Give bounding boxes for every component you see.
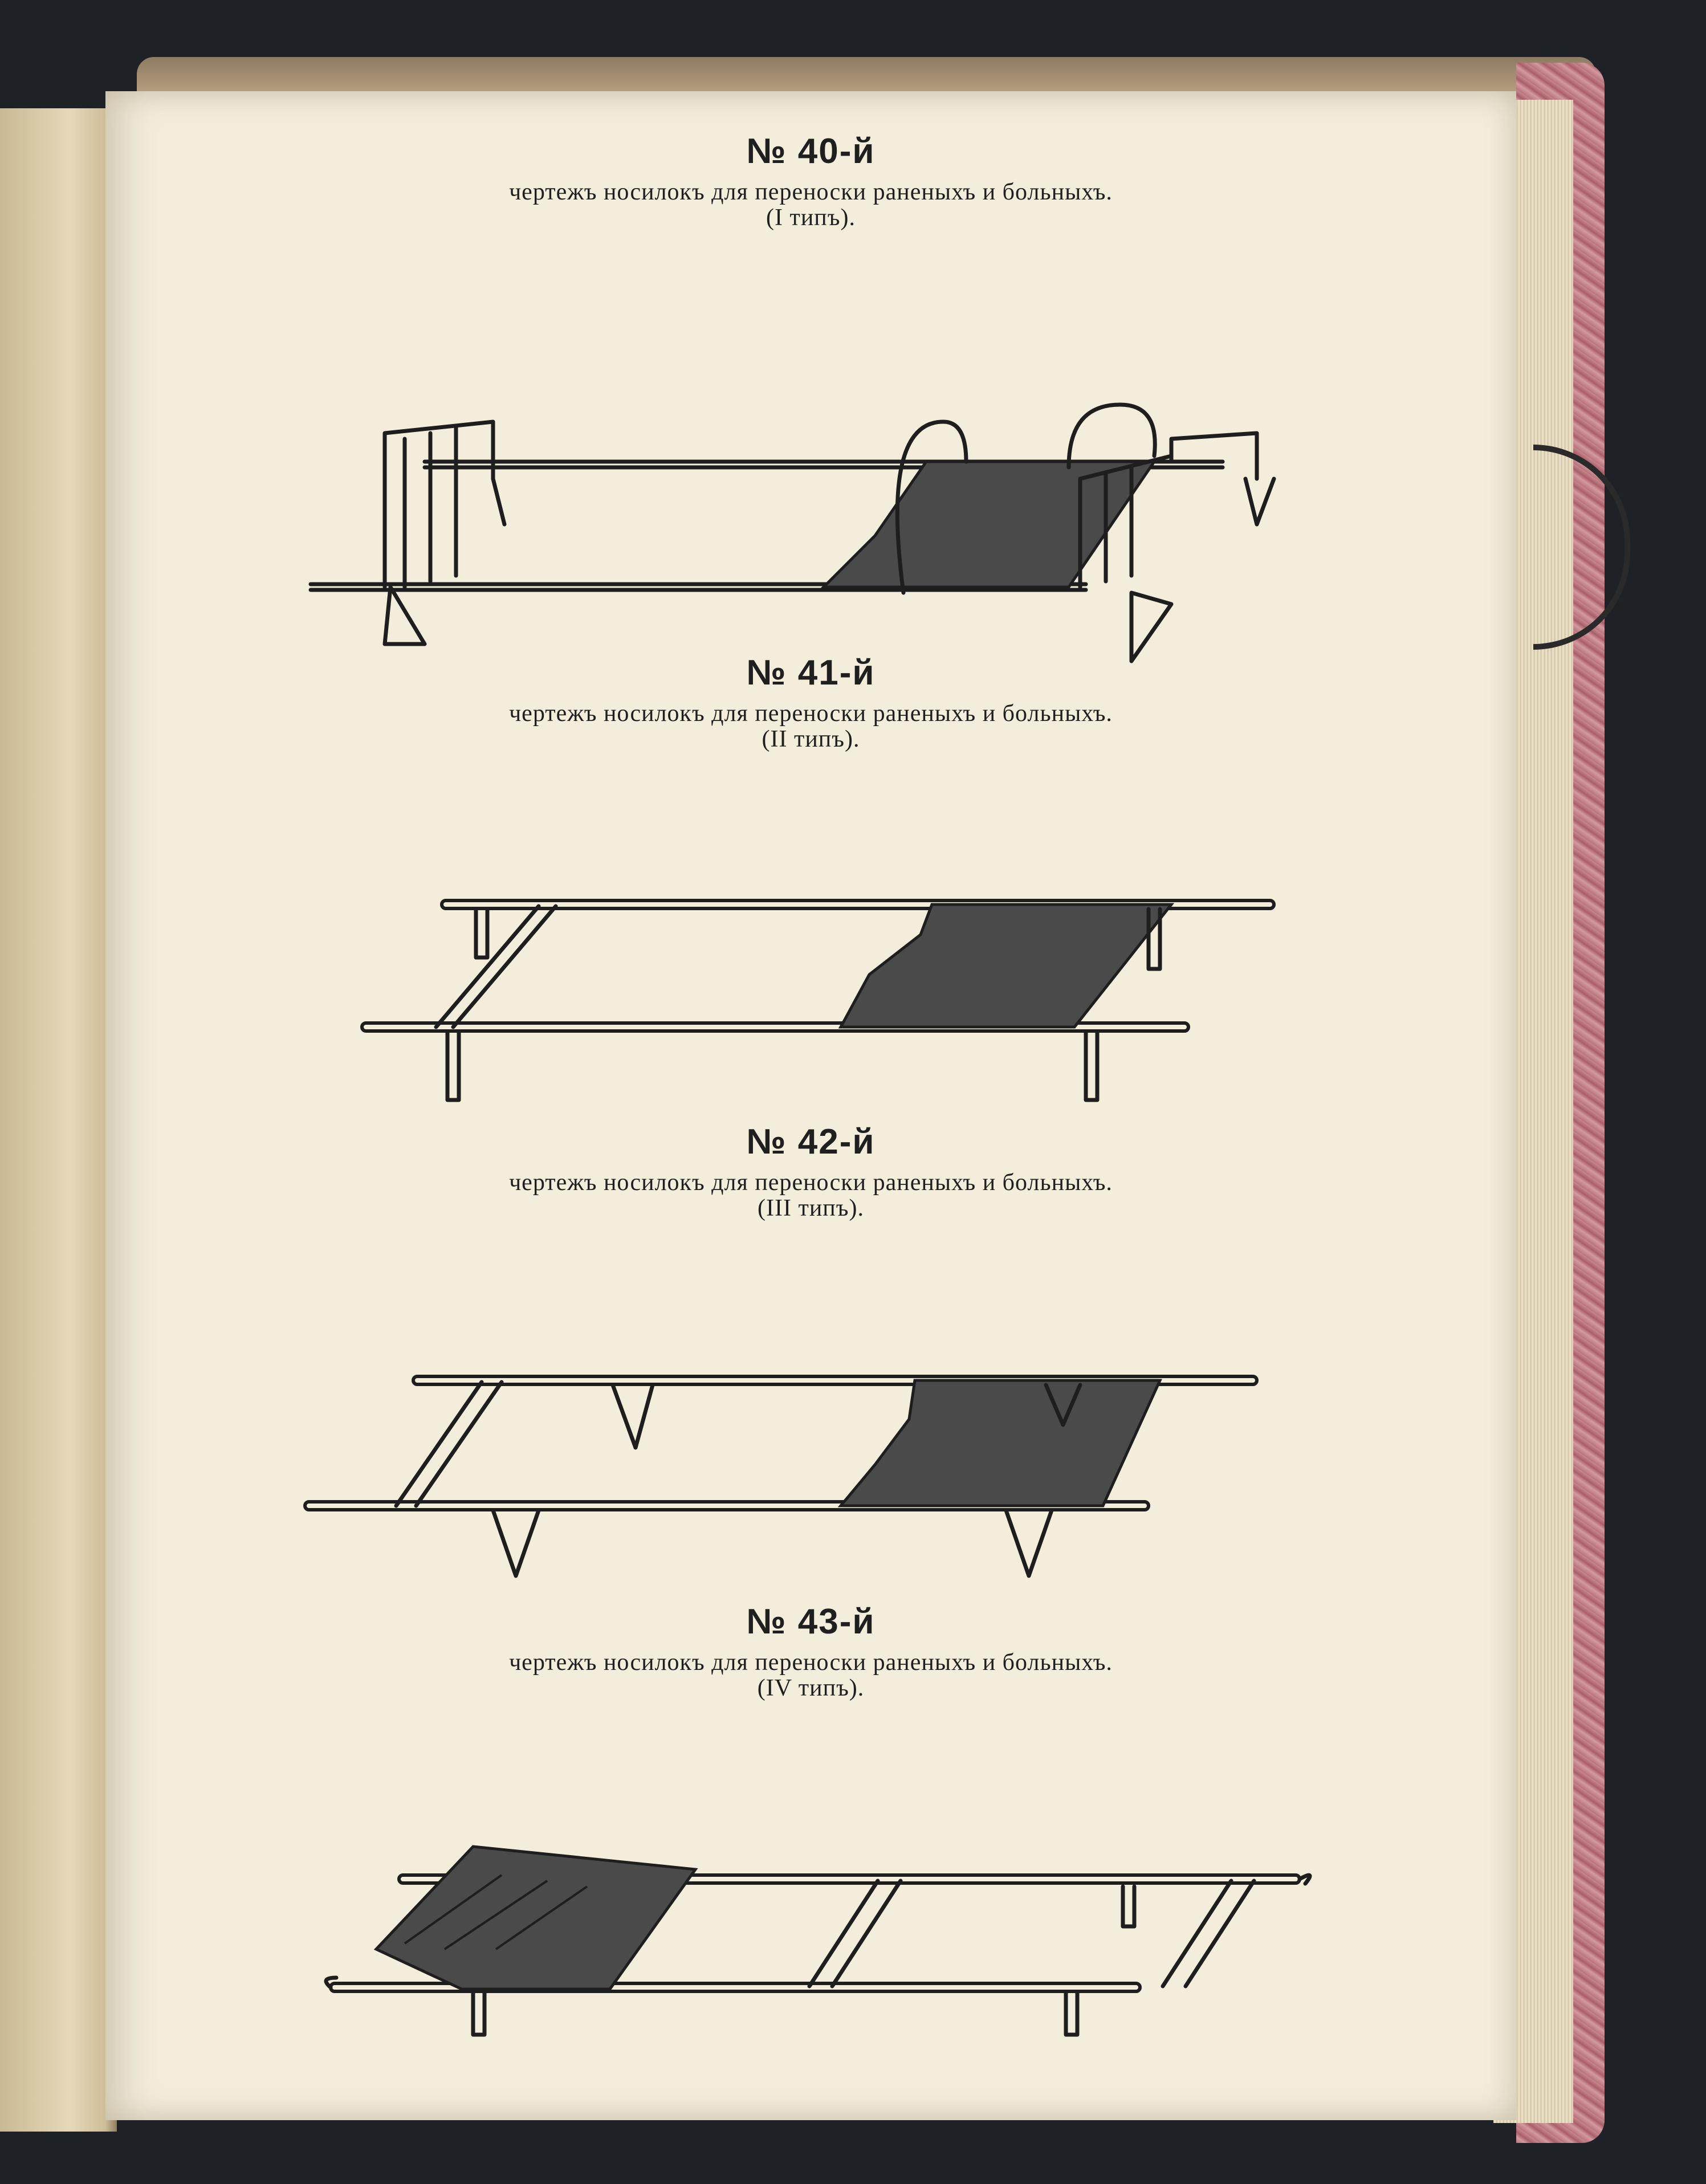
bookmark-ribbon: [1533, 445, 1630, 650]
left-page-edge: [0, 108, 117, 2132]
stretcher-type-2-drawing: [362, 792, 1399, 1111]
plate-type-label: (II типъ).: [762, 726, 860, 753]
plate-type-label: (I типъ).: [766, 205, 856, 231]
stretcher-type-1-drawing: [311, 308, 1337, 661]
stretcher-type-3-drawing: [305, 1277, 1382, 1596]
plate-40-header: [105, 131, 1516, 231]
plate-type-label: (III типъ).: [758, 1195, 864, 1222]
plate-caption: чертежъ носилокъ для переноски раненыхъ и больныхъ.: [509, 179, 1113, 205]
plate-number: № 43-й: [746, 1602, 876, 1641]
plate-42-header: [105, 1122, 1516, 1221]
plate-caption: чертежъ носилокъ для переноски раненыхъ и больныхъ.: [509, 700, 1113, 727]
plate-number: № 42-й: [746, 1122, 876, 1162]
plate-43-header: [105, 1602, 1516, 1701]
plate-caption: чертежъ носилокъ для переноски раненыхъ и больныхъ.: [509, 1170, 1113, 1196]
plate-number: № 41-й: [746, 653, 876, 692]
plate-number: № 40-й: [746, 132, 876, 171]
book-page: [105, 91, 1516, 2120]
plate-caption: чертежъ носилокъ для переноски раненыхъ и больныхъ.: [509, 1649, 1113, 1676]
plate-type-label: (IV типъ).: [757, 1675, 865, 1702]
plate-41-header: [105, 653, 1516, 752]
stretcher-type-4-drawing: [331, 1835, 1334, 2046]
